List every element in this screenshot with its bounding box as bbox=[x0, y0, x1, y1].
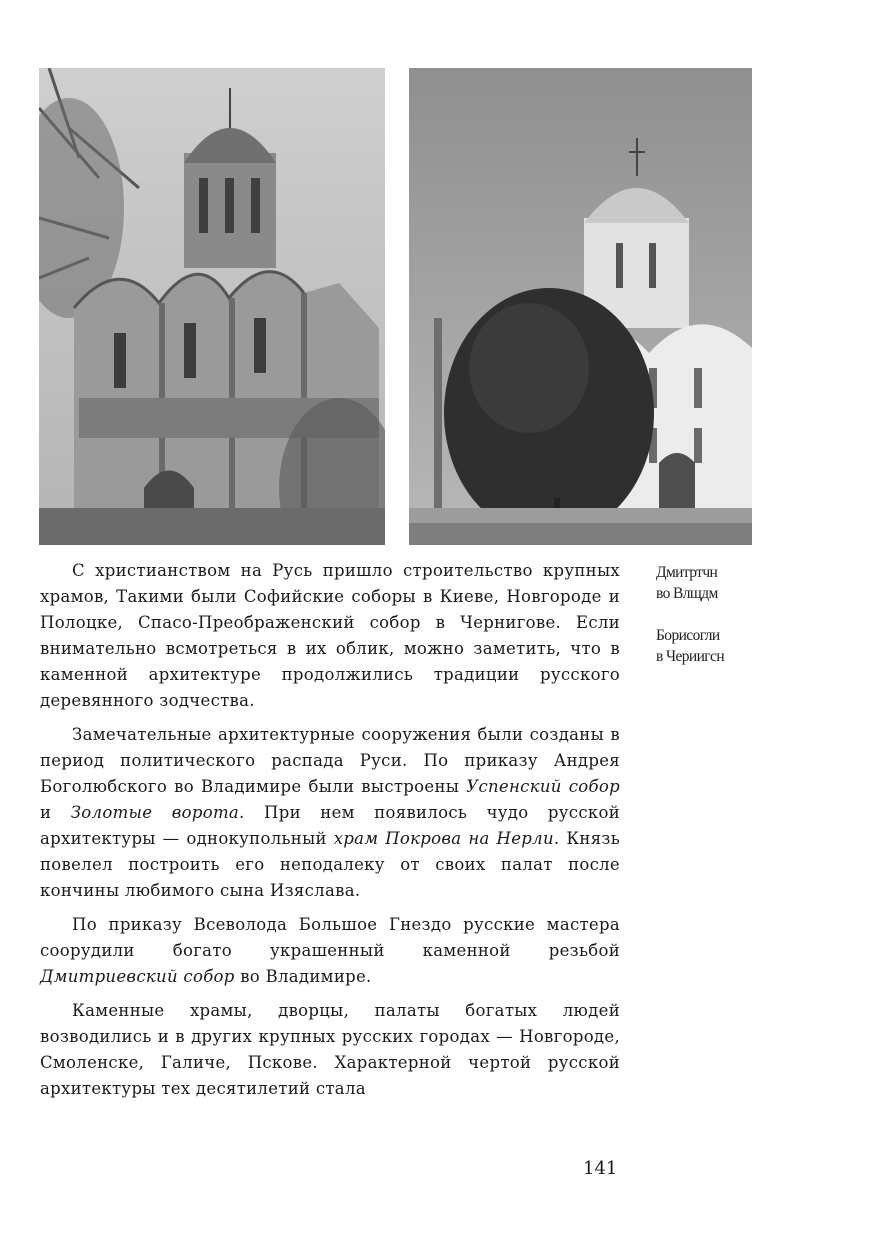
text-run: По приказу Всеволода Большое Гнездо русские мастера соорудили богато украшенный каменной резьбой bbox=[40, 915, 620, 960]
caption-borisoglebsky bbox=[656, 625, 771, 667]
italic-term: Дмитриевский собор bbox=[40, 967, 235, 986]
caption-line: Борисогли bbox=[656, 627, 720, 644]
paragraph-3 bbox=[40, 912, 620, 990]
caption-line: в Чериигсн bbox=[656, 648, 725, 665]
text-run: При нем появилось чудо русской архитектуры — однокупольный bbox=[40, 803, 621, 848]
text-run: Замечательные архитектурные сооружения были созданы в период политического распада Руси. По приказу Андрея Боголюбского во Владимире были выстроены bbox=[40, 725, 620, 796]
margin-captions bbox=[656, 562, 771, 688]
borisoglebsky-cathedral-photo bbox=[409, 68, 752, 545]
italic-term: Золотые ворота. bbox=[70, 803, 245, 822]
caption-dmitrievsky bbox=[656, 562, 771, 604]
dmitrievsky-cathedral-photo bbox=[39, 68, 385, 545]
italic-term: храм Покрова на Нерли. bbox=[333, 829, 560, 848]
paragraph-4: Каменные храмы, дворцы, палаты богатых людей возводились и в других крупных русских городах — Новгороде, Смоленске, Галиче, Пскове. Характерной чертой русской архитектуры тех десятилетий стала bbox=[40, 1001, 620, 1098]
text-run: Князь повелел построить его неподалеку от своих палат после кончины любимого сына Изяслава. bbox=[40, 829, 620, 900]
paragraph-1: С христианством на Русь пришло строительство крупных храмов, Такими были Софийские соборы в Киеве, Новгороде и Полоцке, Спасо-Преображенский собор в Чернигове. Если внимательно всмотреться в их облик, можно заметить, что в каменной архитектуре продолжились традиции русского деревянного зодчества. bbox=[40, 561, 620, 710]
paragraph-2 bbox=[40, 722, 620, 904]
caption-line: Дмитртчн bbox=[656, 564, 718, 581]
text-run: во Владимире. bbox=[234, 967, 372, 986]
text-run: и bbox=[40, 803, 71, 822]
page-number: 141 bbox=[583, 1158, 618, 1179]
italic-term: Успенский собор bbox=[466, 777, 620, 796]
caption-line: во Влщдм bbox=[656, 585, 718, 602]
body-text bbox=[40, 558, 620, 1110]
